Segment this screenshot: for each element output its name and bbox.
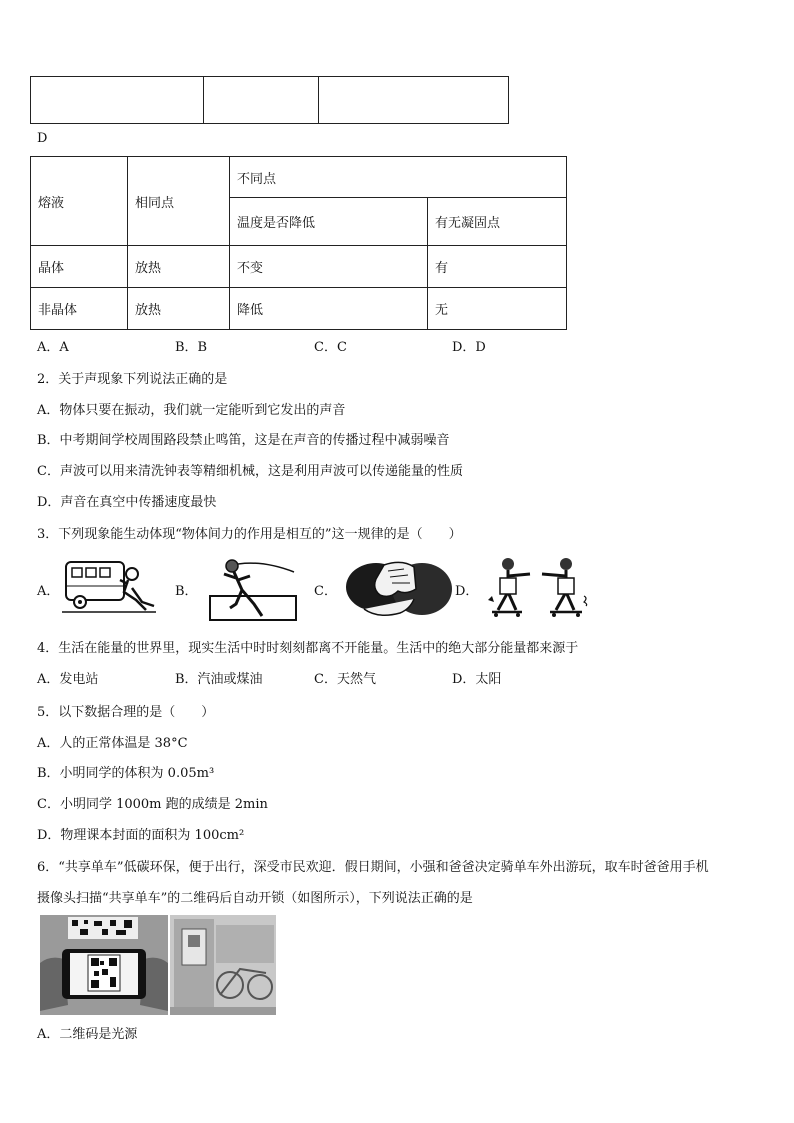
q5-option-a[interactable]: A．人的正常体温是 38°C (37, 736, 188, 751)
comparison-table (30, 156, 567, 330)
table-cell: 非晶体 (31, 288, 128, 330)
bus-push-figure (62, 556, 156, 620)
q4-option-c[interactable]: C．天然气 (314, 672, 376, 687)
q2-option-a[interactable]: A．物体只要在振动，我们就一定能听到它发出的声音 (37, 403, 346, 418)
runner-figure (208, 556, 298, 622)
skateboard-push-figure (486, 556, 590, 622)
q2-option-b[interactable]: B．中考期间学校周围路段禁止鸣笛，这是在声音的传播过程中减弱噪音 (37, 433, 450, 448)
table-cell: 放热 (128, 246, 230, 288)
option-d-label: D (37, 131, 48, 146)
q2-option-d[interactable]: D．声音在真空中传播速度最快 (37, 495, 217, 510)
q3-option-b-label[interactable]: B． (175, 584, 198, 599)
table-row (31, 77, 509, 124)
q1-option-b[interactable]: B．B (175, 340, 208, 355)
q1-option-c[interactable]: C．C (314, 340, 347, 355)
q6-stem-line2: 摄像头扫描“共享单车”的二维码后自动开锁（如图所示），下列说法正确的是 (37, 891, 473, 906)
q3-option-a-label[interactable]: A． (37, 584, 60, 599)
q4-stem: 4．生活在能量的世界里，现实生活中时时刻刻都离不开能量。生活中的绝大部分能量都来源于 (37, 641, 579, 656)
table-cell (31, 77, 204, 124)
table-cell: 不变 (230, 246, 428, 288)
q3-stem: 3．下列现象能生动体现“物体间力的作用是相互的”这一规律的是（ ） (37, 527, 462, 542)
q5-stem: 5．以下数据合理的是（ ） (37, 705, 215, 720)
table-cell: 晶体 (31, 246, 128, 288)
header-cell: 温度是否降低 (230, 198, 428, 246)
q6-stem-line1: 6．“共享单车”低碳环保，便于出行，深受市民欢迎．假日期间，小强和爸爸决定骑单车外出游玩，取车时爸爸用手机 (37, 860, 709, 875)
table-row (31, 157, 567, 198)
q5-option-c[interactable]: C．小明同学 1000m 跑的成绩是 2min (37, 797, 268, 812)
header-cell: 有无凝固点 (428, 198, 567, 246)
table-row (31, 246, 567, 288)
table-cell (204, 77, 319, 124)
table-cell: 有 (428, 246, 567, 288)
q4-option-d[interactable]: D．太阳 (452, 672, 502, 687)
qr-scan-photo (40, 915, 276, 1015)
ball-squeeze-figure (344, 559, 454, 621)
q4-option-a[interactable]: A．发电站 (37, 672, 99, 687)
top-table (30, 76, 509, 124)
table-cell: 无 (428, 288, 567, 330)
q6-option-a[interactable]: A．二维码是光源 (37, 1027, 138, 1042)
q5-option-b[interactable]: B．小明同学的体积为 0.05m³ (37, 766, 215, 781)
table-row (31, 288, 567, 330)
q5-option-d[interactable]: D．物理课本封面的面积为 100cm² (37, 828, 245, 843)
q3-option-d-label[interactable]: D． (455, 584, 479, 599)
table-cell (319, 77, 509, 124)
q3-option-c-label[interactable]: C． (314, 584, 337, 599)
header-cell-group: 不同点 (230, 157, 567, 198)
q1-option-a[interactable]: A．A (37, 340, 69, 355)
table-cell: 放热 (128, 288, 230, 330)
header-cell: 熔液 (31, 157, 128, 246)
header-cell: 相同点 (128, 157, 230, 246)
q1-option-d[interactable]: D．D (452, 340, 486, 355)
q2-option-c[interactable]: C．声波可以用来清洗钟表等精细机械，这是利用声波可以传递能量的性质 (37, 464, 463, 479)
q2-stem: 2．关于声现象下列说法正确的是 (37, 372, 228, 387)
table-cell: 降低 (230, 288, 428, 330)
q4-option-b[interactable]: B．汽油或煤油 (175, 672, 263, 687)
